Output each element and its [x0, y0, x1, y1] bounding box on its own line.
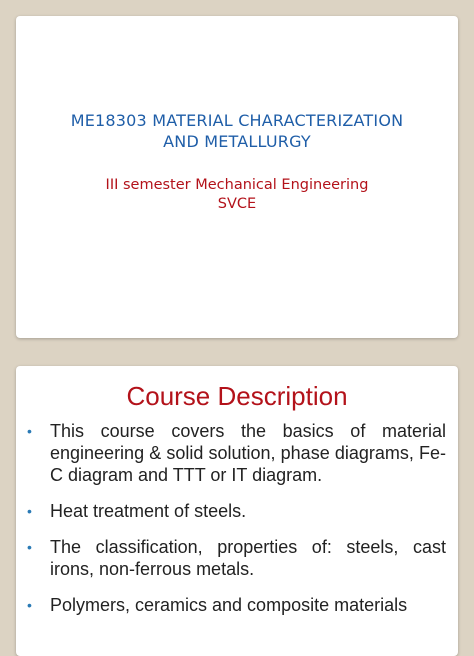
bullet-text: The classification, properties of: steels, cast irons, non-ferrous metals.: [50, 537, 446, 579]
bullet-item: [16, 536, 458, 580]
bullet-icon: •: [27, 503, 32, 519]
bullet-icon: •: [27, 539, 32, 555]
bullet-list: [16, 420, 458, 630]
bullet-item: [16, 500, 458, 522]
bullet-icon: •: [27, 597, 32, 613]
course-title: [16, 110, 458, 152]
bullet-text: Polymers, ceramics and composite materials: [50, 595, 408, 615]
course-subtitle-line-1: III semester Mechanical Engineering: [105, 177, 369, 193]
slide-heading: Course Description: [126, 381, 348, 411]
course-title-line-2: AND METALLURGY: [163, 132, 311, 151]
title-slide: [16, 16, 458, 338]
course-subtitle-line-2: SVCE: [217, 196, 257, 212]
bullet-text: Heat treatment of steels.: [50, 501, 247, 521]
bullet-text: This course covers the basics of material engineering & solid solution, phase diagrams, Fe-C diagram and TTT or IT diagram.: [50, 421, 446, 485]
bullet-item: [16, 420, 458, 486]
course-subtitle: [16, 176, 458, 214]
bullet-icon: •: [27, 423, 32, 439]
course-description-slide: [16, 366, 458, 656]
course-title-line-1: ME18303 MATERIAL CHARACTERIZATION: [70, 111, 404, 130]
bullet-item: [16, 594, 458, 616]
